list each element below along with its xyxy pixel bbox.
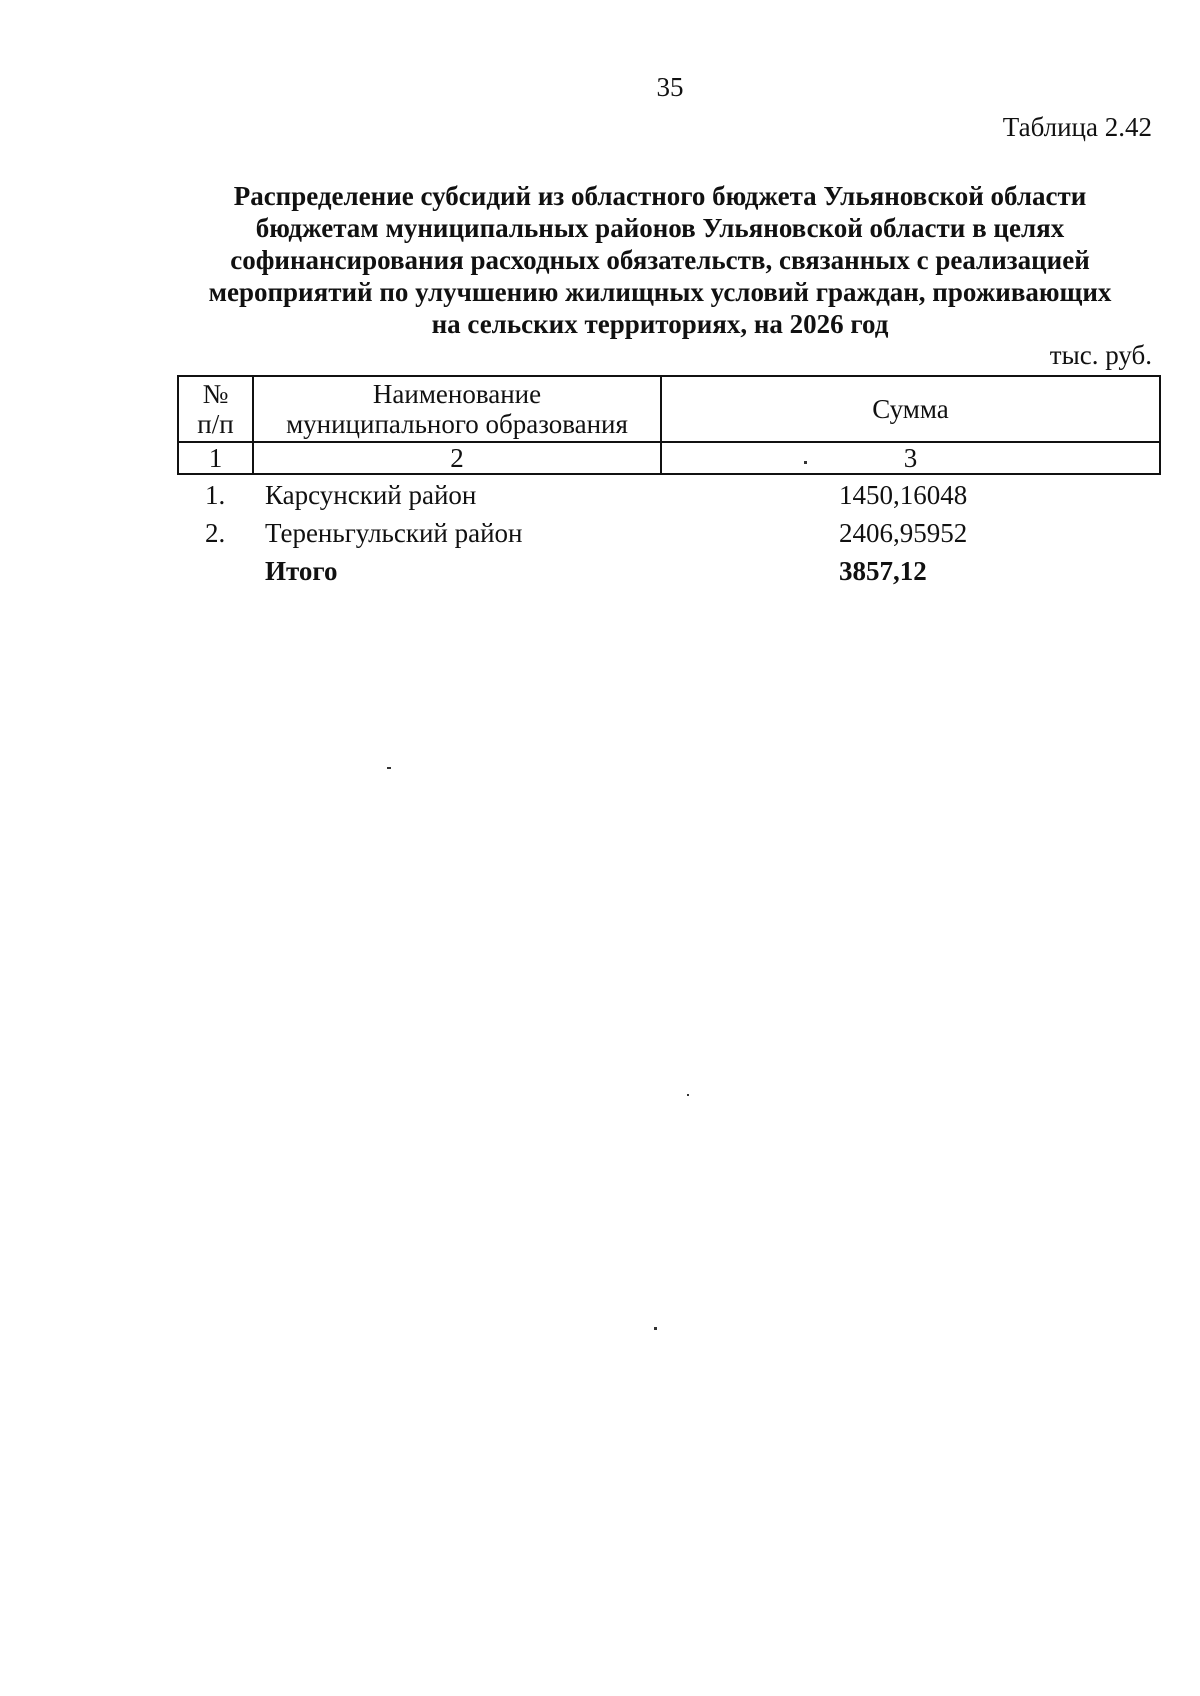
row-number: 1. [205,480,226,510]
table-label: Таблица 2.42 [1002,112,1152,142]
row-name: Тереньгульский район [265,518,523,548]
table-row [177,480,1161,518]
header-number-line2: п/п [197,409,234,439]
scan-speck [804,461,807,464]
column-number-row [178,442,1160,474]
header-number-line1: № [202,379,229,409]
total-sum: 3857,12 [839,556,927,586]
title-line: на сельских территориях, на 2026 год [431,309,889,339]
header-number-cell [178,376,253,442]
header-name-line1: Наименование [372,379,542,409]
header-row [178,376,1160,442]
total-label: Итого [265,556,338,586]
page-number: 35 [656,72,684,102]
scan-speck [687,1094,689,1096]
subsidy-table-header [177,375,1161,475]
title-line: софинансирования расходных обязательств, связанных с реализацией [230,245,1090,275]
units-label: тыс. руб. [1049,340,1152,370]
document-title [180,180,1140,340]
column-number-1: 1 [178,442,253,474]
column-number-2: 2 [253,442,661,474]
row-sum: 2406,95952 [839,518,968,548]
column-number-3: 3 [661,442,1160,474]
row-number: 2. [205,518,226,548]
title-line: мероприятий по улучшению жилищных условий граждан, проживающих [208,277,1112,307]
title-line: Распределение субсидий из областного бюджета Ульяновской области [233,181,1087,211]
header-name-line2: муниципального образования [286,409,628,439]
title-line: бюджетам муниципальных районов Ульяновской области в целях [255,213,1065,243]
scan-speck [387,767,391,769]
header-name-cell [253,376,661,442]
row-sum: 1450,16048 [839,480,968,510]
table-row [177,518,1161,556]
table-body [177,480,1161,594]
row-name: Карсунский район [265,480,477,510]
scan-speck [654,1327,657,1330]
total-row [177,556,1161,594]
header-sum-cell: Сумма [661,376,1160,442]
